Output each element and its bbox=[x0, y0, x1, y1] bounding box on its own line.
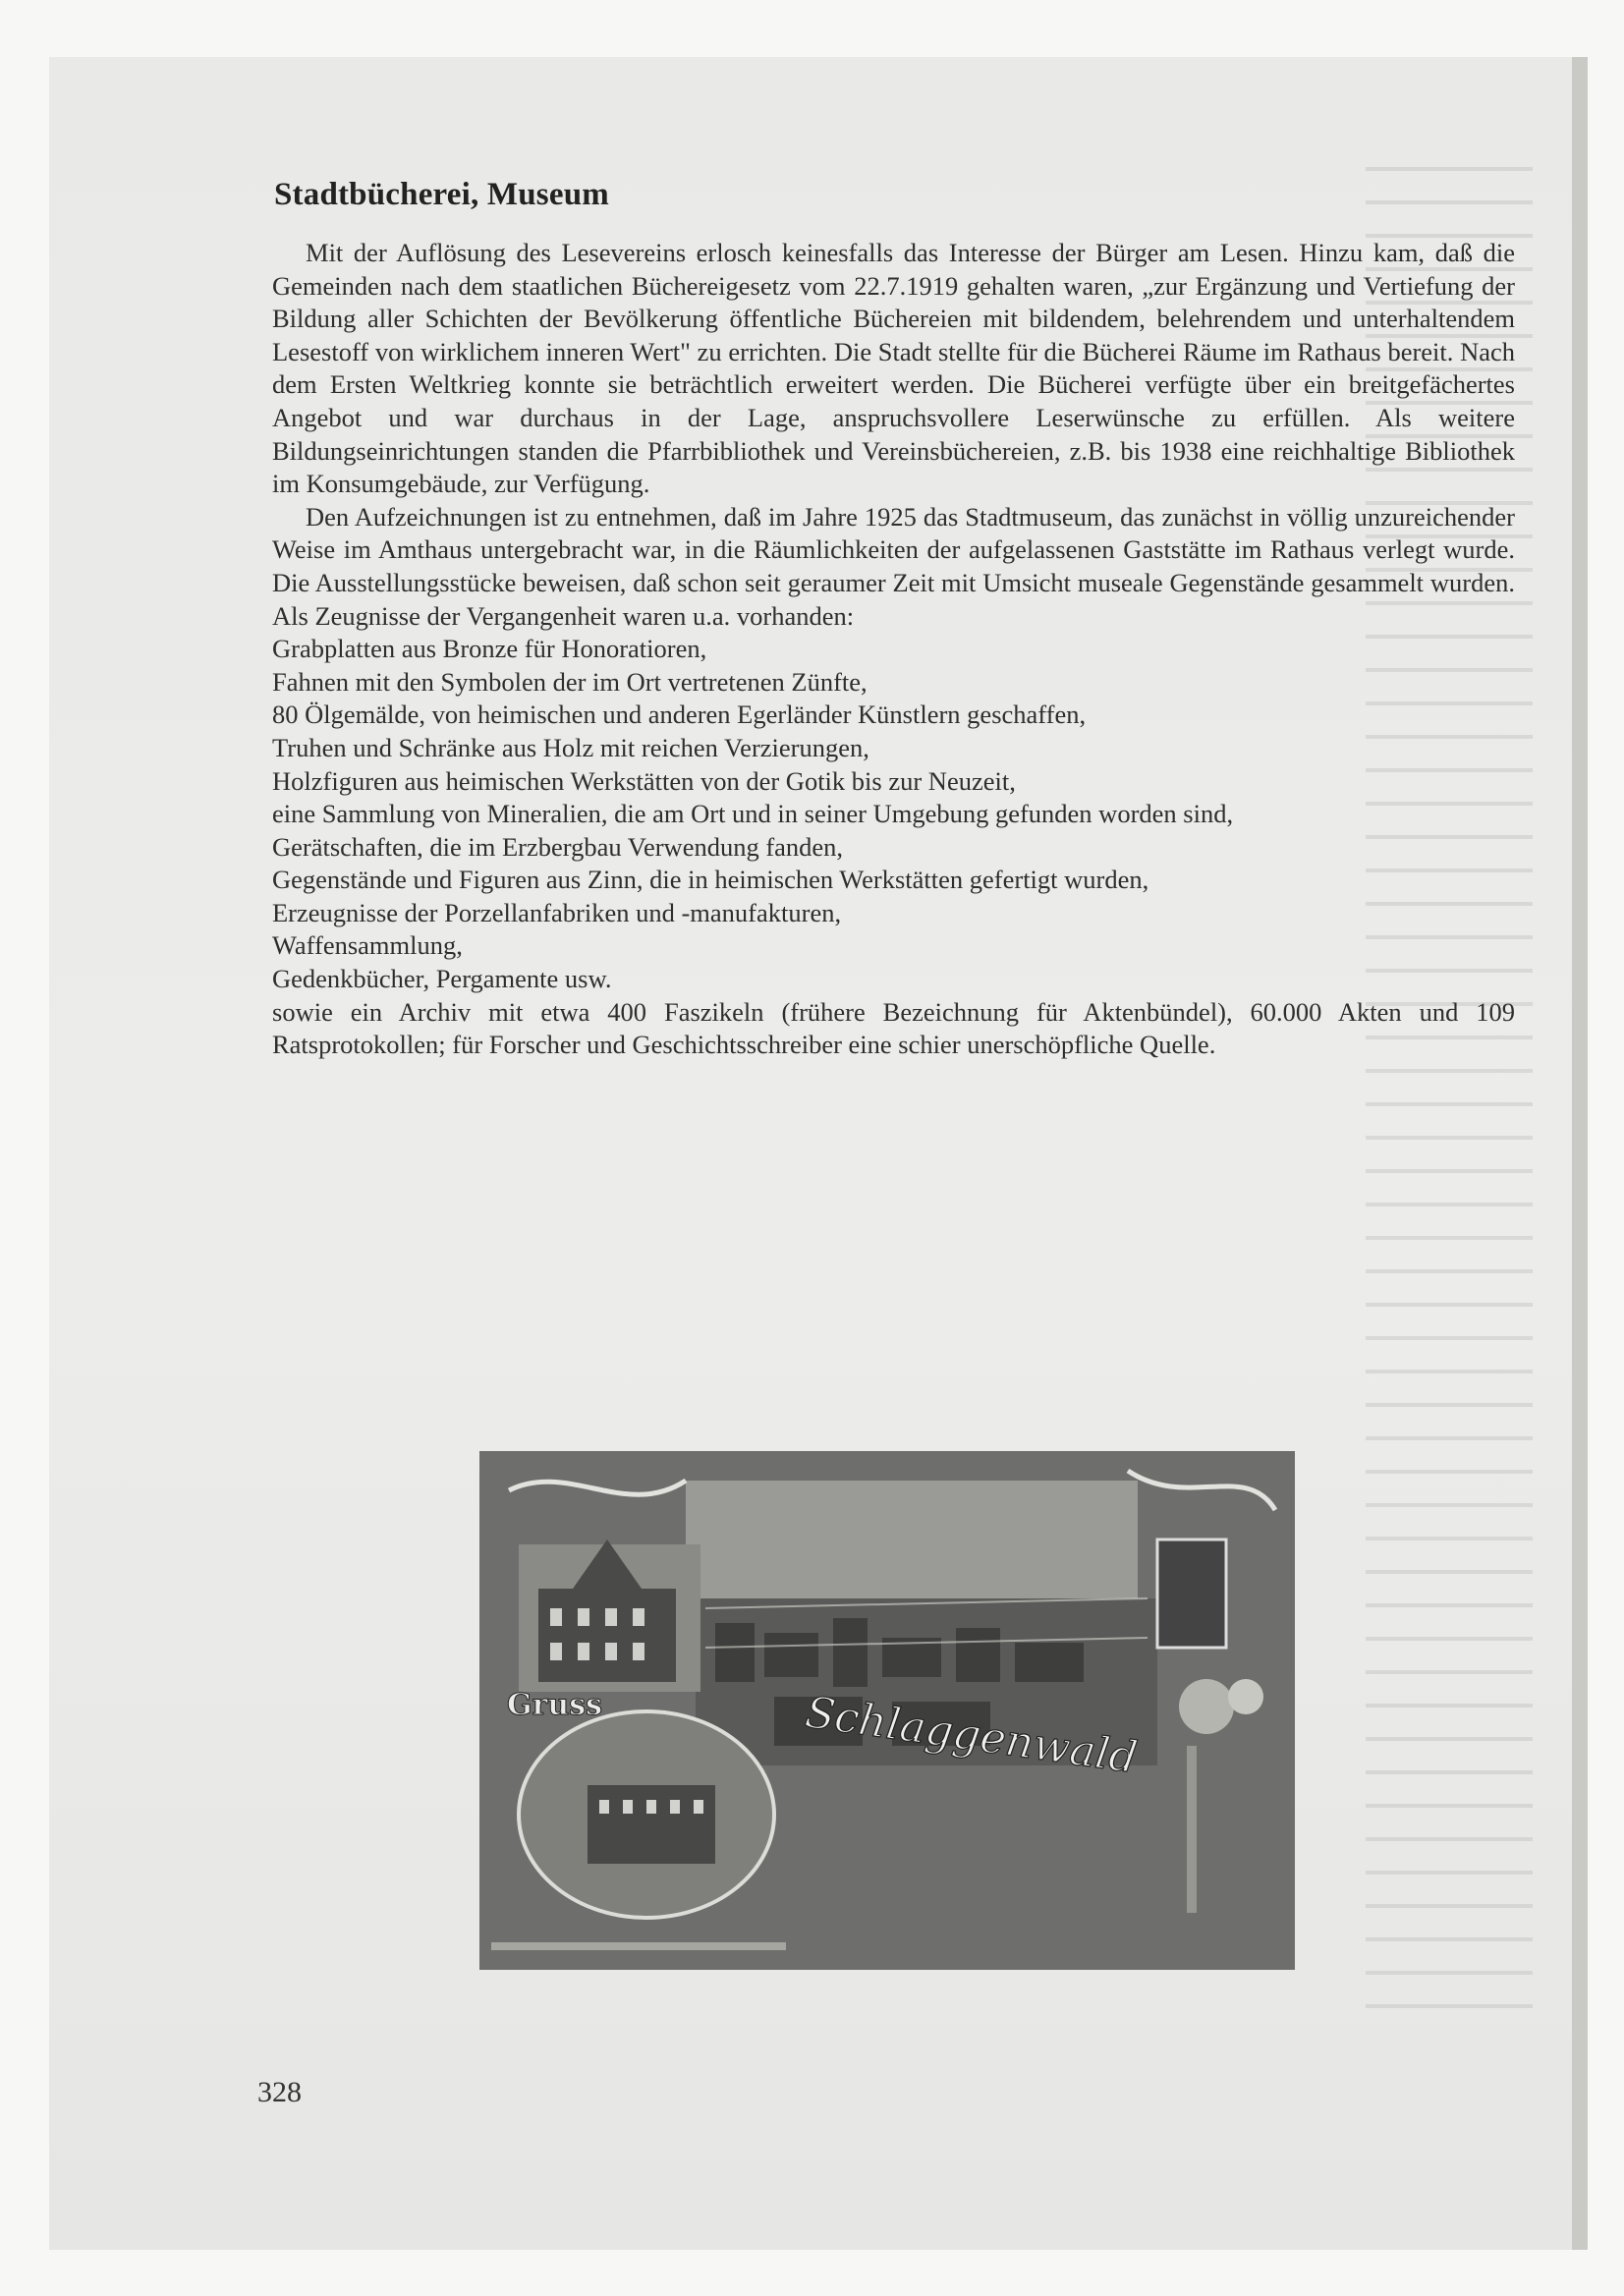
list-item: Gegenstände und Figuren aus Zinn, die in heimischen Werkstätten gefertigt wurden, bbox=[272, 865, 1149, 895]
section-heading: Stadtbücherei, Museum bbox=[274, 177, 609, 212]
postcard-town-name: Schlaggenwald bbox=[802, 1687, 1141, 1784]
list-item: Waffensammlung, bbox=[272, 930, 463, 961]
list-item: Erzeugnisse der Porzellanfabriken und -manufakturen, bbox=[272, 897, 842, 927]
page-content bbox=[272, 177, 1515, 1062]
list-item: Holzfiguren aus heimischen Werkstätten von der Gotik bis zur Neuzeit, bbox=[272, 765, 1016, 796]
paragraph-archive: sowie ein Archiv mit etwa 400 Faszikeln (frühere Bezeichnung für Aktenbündel), 60.000 Akten und 109 Ratsprotokollen; für Forscher und Geschichtsschreiber eine schier unerschöpfliche Quelle. bbox=[272, 996, 1515, 1060]
list-item: Gerätschaften, die im Erzbergbau Verwendung fanden, bbox=[272, 831, 844, 862]
postcard-greeting: Gruss bbox=[507, 1688, 603, 1722]
list-item: Truhen und Schränke aus Holz mit reichen Verzierungen, bbox=[272, 732, 869, 762]
exhibit-list bbox=[272, 633, 1515, 996]
postcard-illustration bbox=[479, 1451, 1295, 1970]
page-number: 328 bbox=[257, 2076, 302, 2108]
list-item: Gedenkbücher, Pergamente usw. bbox=[272, 964, 612, 994]
paragraph-library: Mit der Auflösung des Lesevereins erlosch keinesfalls das Interesse der Bürger am Lesen. Hinzu kam, daß die Gemeinden nach dem staatlichen Büchereigesetz vom 22.7.1919 gehalten waren, „zur Ergänzung und Vertiefung der Bildung aller Schichten der Bevölkerung öffentliche Büchereien mit bildendem, belehrendem und unterhaltendem Lesestoff von wirklichem inneren Wert" zu errichten. Die Stadt stellte für die Bücherei Räume im Rathaus bereit. Nach dem Ersten Weltkrieg konnte sie beträchtlich erweitert werden. Die Bücherei verfügte über ein breitgefächertes Angebot und war durchaus in der Lage, anspruchsvollere Leserwünsche zu erfüllen. Als weitere Bildungseinrichtungen standen die Pfarrbibliothek und Vereinsbüchereien, z.B. bis 1938 eine reichhaltige Bibliothek im Konsumgebäude, zur Verfügung. bbox=[272, 238, 1515, 499]
list-item: eine Sammlung von Mineralien, die am Ort und in seiner Umgebung gefunden worden sind, bbox=[272, 799, 1234, 829]
historic-postcard-image bbox=[479, 1451, 1295, 1970]
paragraph-museum: Den Aufzeichnungen ist zu entnehmen, daß im Jahre 1925 das Stadtmuseum, das zunächst in völlig unzureichender Weise im Amthaus untergebracht war, in die Räumlichkeiten der aufgelassenen Gaststätte im Rathaus verlegt wurde. Die Ausstellungsstücke beweisen, daß schon seit geraumer Zeit mit Umsicht museale Gegenstände gesammelt wurden. Als Zeugnisse der Vergangenheit waren u.a. vorhanden: bbox=[272, 501, 1515, 631]
list-item: 80 Ölgemälde, von heimischen und anderen Egerländer Künstlern geschaffen, bbox=[272, 700, 1087, 730]
list-item: Fahnen mit den Symbolen der im Ort vertretenen Zünfte, bbox=[272, 666, 868, 697]
list-item: Grabplatten aus Bronze für Honoratioren, bbox=[272, 634, 707, 664]
